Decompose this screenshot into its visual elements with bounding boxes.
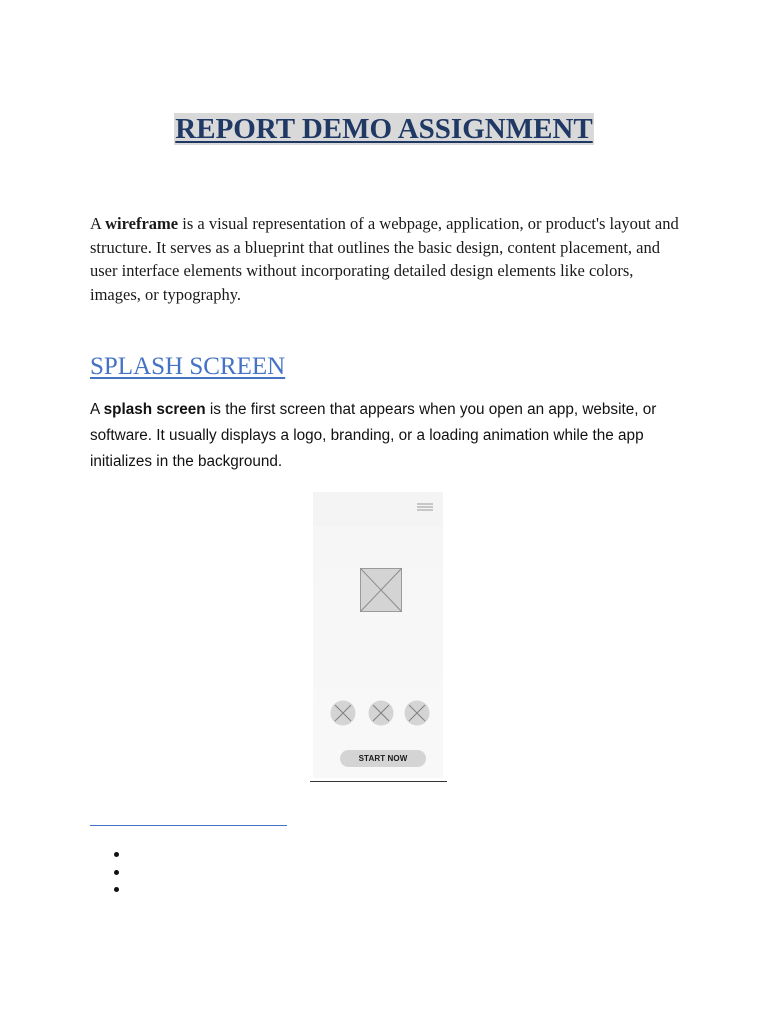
table-of-contents-link-line[interactable] — [90, 825, 287, 826]
splash-prefix: A — [90, 401, 104, 418]
intro-paragraph — [90, 212, 680, 307]
intro-bold-term: wireframe — [105, 214, 179, 233]
circle-placeholder-icon — [368, 700, 394, 726]
start-now-button: START NOW — [340, 750, 426, 767]
splash-wireframe-figure — [313, 492, 443, 778]
figure-caption-line — [310, 781, 447, 782]
page-title — [0, 111, 768, 147]
page-title-text: REPORT DEMO ASSIGNMENT — [175, 113, 593, 146]
splash-screen-heading[interactable]: SPLASH SCREEN — [90, 353, 286, 380]
intro-prefix: A — [90, 214, 106, 233]
bullet-dot — [114, 852, 119, 857]
bullet-dot — [114, 887, 119, 892]
bullet-dot — [114, 870, 119, 875]
splash-screen-paragraph — [90, 397, 690, 474]
splash-body: is the first screen that appears when you open an app, website, or software. It usually displays a logo, branding, or a loading animation while the app initializes in the background. — [90, 401, 657, 470]
image-placeholder-icon — [360, 568, 402, 612]
circle-placeholder-icon — [330, 700, 356, 726]
intro-body: is a visual representation of a webpage, application, or product's layout and structure. It serves as a blueprint that outlines the basic design, content placement, and user interface elements without incorporating detailed design elements like colors, images, or typography. — [90, 214, 679, 305]
hamburger-menu-icon — [417, 502, 433, 512]
splash-bold-term: splash screen — [103, 401, 206, 418]
circle-placeholder-icon — [404, 700, 430, 726]
